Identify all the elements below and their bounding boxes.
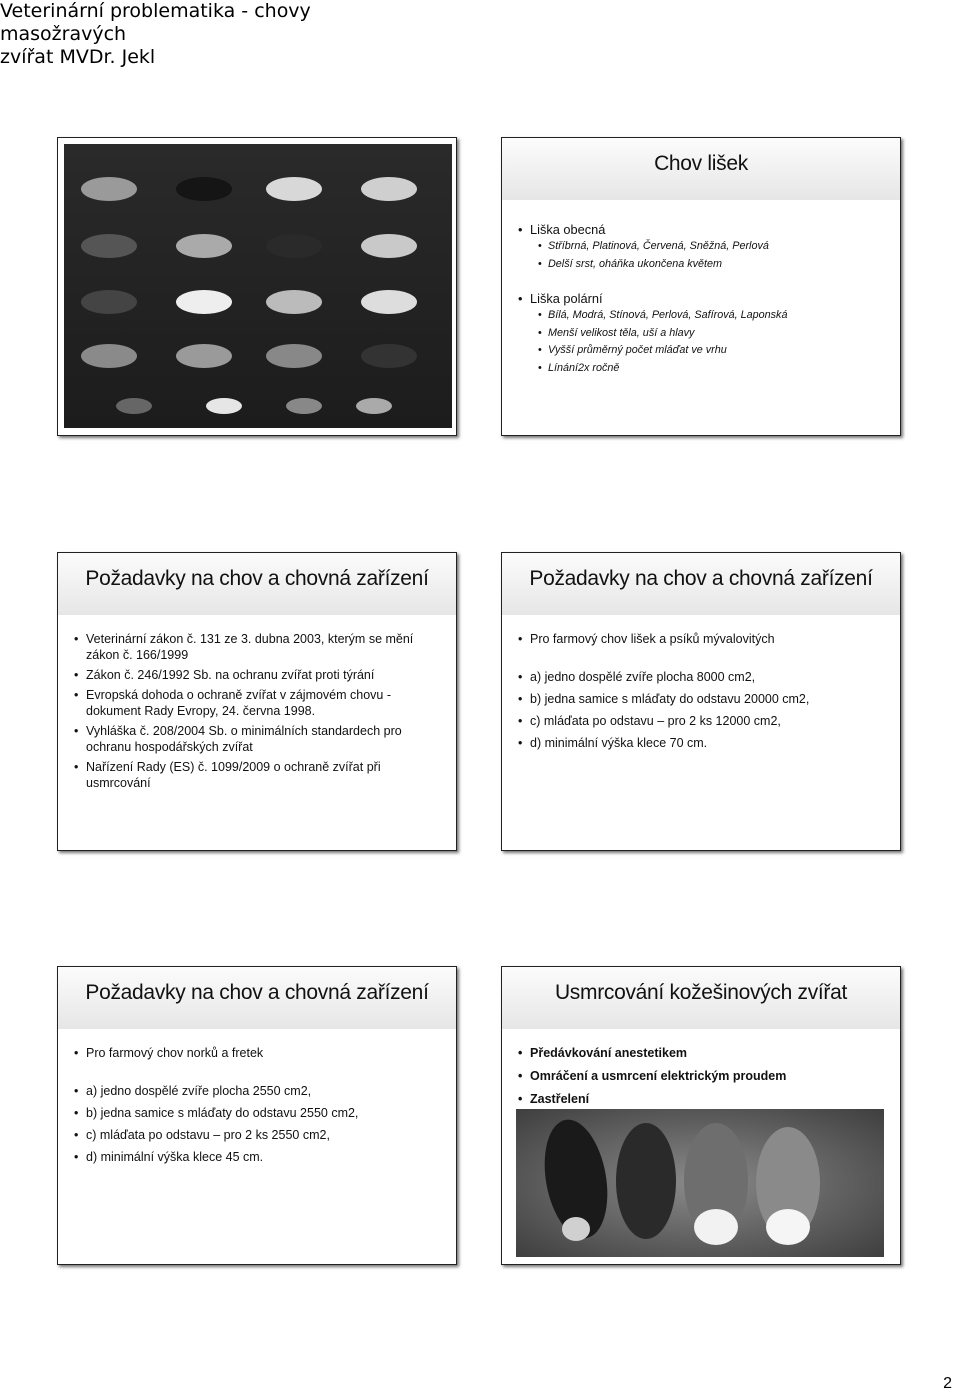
bullet-item: • Veterinární zákon č. 131 ze 3. dubna 2003, kterým se mění zákon č. 166/1999 <box>86 631 438 663</box>
sub-bullet-item: • Línání2x ročně <box>548 360 888 378</box>
bullet-item: • b) jedna samice s mláďaty do odstavu 2550 cm2, <box>86 1105 444 1121</box>
sub-bullet-item: • Menší velikost těla, uší a hlavy <box>548 325 888 343</box>
slide-bullet-list <box>86 1045 444 1165</box>
bullet-item: • Pro farmový chov norků a fretek <box>86 1045 444 1061</box>
slide-title: Požadavky na chov a chovná zařízení <box>85 981 429 1004</box>
sub-bullet-item: • Delší srst, oháňka ukončena květem <box>548 256 888 274</box>
bullet-item: • Předávkování anestetikem <box>530 1045 888 1061</box>
slide-pozadavky-lisky <box>501 552 901 851</box>
bullet-item: • c) mláďata po odstavu – pro 2 ks 12000 cm2, <box>530 713 888 729</box>
slide-title: Chov lišek <box>654 152 748 175</box>
bullet-item: • Liška polární <box>530 291 888 307</box>
page-number: 2 <box>943 1375 952 1392</box>
slide-title: Usmrcování kožešinových zvířat <box>554 981 848 1004</box>
fox-illustrations-svg <box>64 144 452 428</box>
sub-bullet-item: • Bílá, Modrá, Stínová, Perlová, Safírová, Laponská <box>548 307 888 325</box>
bullet-item: • d) minimální výška klece 45 cm. <box>86 1149 444 1165</box>
slide-bullet-list <box>530 222 888 377</box>
bullet-item: • Evropská dohoda o ochraně zvířat v zájmovém chovu - dokument Rady Evropy, 24. června 1998. <box>86 687 438 719</box>
slide-chov-lisek <box>501 137 901 436</box>
slide-pozadavky-legislativa <box>57 552 457 851</box>
bullet-item: • d) minimální výška klece 70 cm. <box>530 735 888 751</box>
fox-tails-photo <box>516 1109 884 1257</box>
slide-title: Požadavky na chov a chovná zařízení <box>529 567 873 590</box>
bullet-item: • a) jedno dospělé zvíře plocha 8000 cm2, <box>530 669 888 685</box>
bullet-item: • Pro farmový chov lišek a psíků mývalovitých <box>530 631 888 647</box>
page-title-line-2: zvířat MVDr. Jekl <box>0 46 156 68</box>
bullet-item: • Omráčení a usmrcení elektrickým proudem <box>530 1068 888 1084</box>
fox-tails-svg <box>516 1109 884 1257</box>
bullet-item: • Zákon č. 246/1992 Sb. na ochranu zvířat proti týrání <box>86 667 438 683</box>
slide-title: Požadavky na chov a chovná zařízení <box>85 567 429 590</box>
bullet-item: • c) mláďata po odstavu – pro 2 ks 2550 cm2, <box>86 1127 444 1143</box>
bullet-item: • Zastřelení <box>530 1091 888 1107</box>
page-title-line-1: Veterinární problematika - chovy masožravých <box>0 0 311 45</box>
slide-fox-varieties-image <box>57 137 457 436</box>
slide-usmrcovani <box>501 966 901 1265</box>
fox-color-varieties-image <box>64 144 452 428</box>
bullet-item: • Nařízení Rady (ES) č. 1099/2009 o ochraně zvířat při usmrcování <box>86 759 438 791</box>
page-title <box>0 0 420 69</box>
slide-bullet-list <box>86 631 438 791</box>
sub-bullet-item: • Vyšší průměrný počet mláďat ve vrhu <box>548 342 888 360</box>
bullet-item: • b) jedna samice s mláďaty do odstavu 20000 cm2, <box>530 691 888 707</box>
slide-bullet-list <box>530 631 888 751</box>
bullet-item: • Liška obecná <box>530 222 888 238</box>
bullet-item: • a) jedno dospělé zvíře plocha 2550 cm2, <box>86 1083 444 1099</box>
bullet-item: • Vyhláška č. 208/2004 Sb. o minimálních standardech pro ochranu hospodářských zvířat <box>86 723 438 755</box>
sub-bullet-item: • Stříbrná, Platinová, Červená, Sněžná, Perlová <box>548 238 888 256</box>
slide-pozadavky-norci <box>57 966 457 1265</box>
